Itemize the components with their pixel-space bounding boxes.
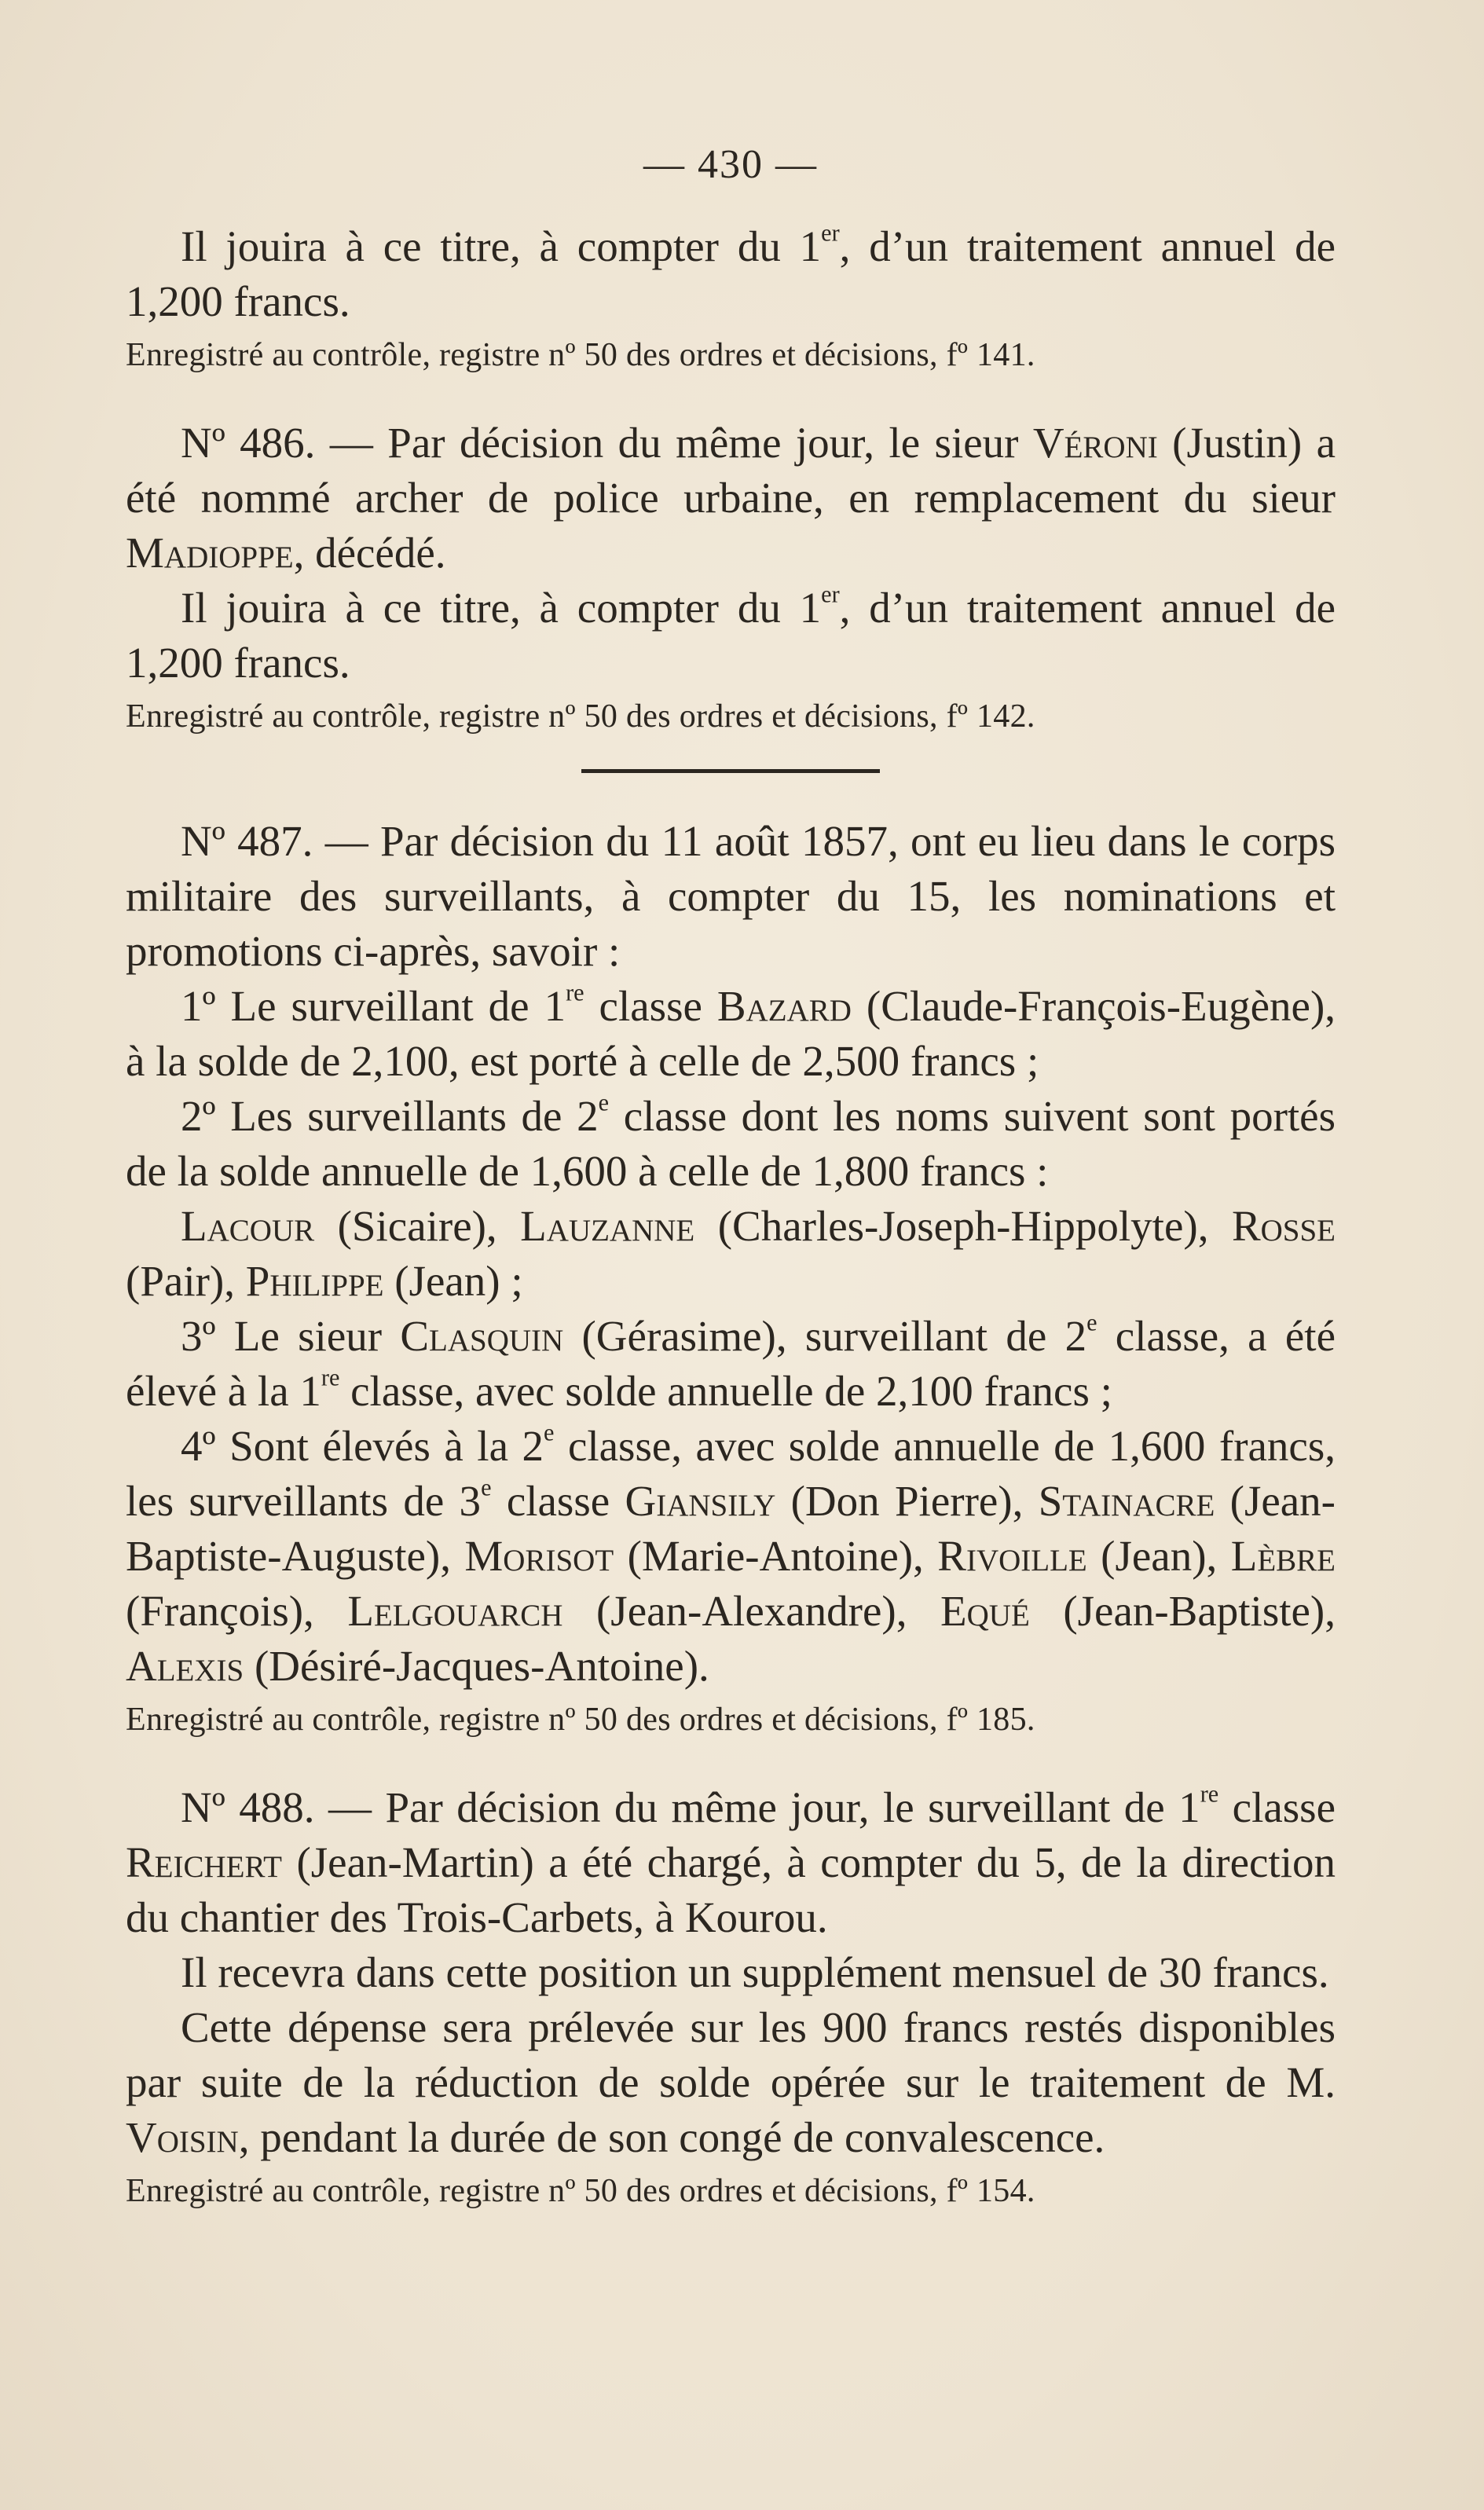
decision-487-item-3 xyxy=(126,1309,1336,1419)
superscript: re xyxy=(566,979,584,1006)
person-name: Giansily xyxy=(625,1477,776,1525)
decision-487-item-4 xyxy=(126,1419,1336,1694)
text-span: classe dont les noms suivent sont portés de la solde annuelle de 1,600 à celle de 1,800 francs : xyxy=(126,1092,1336,1195)
text-span: (Gérasime), surveillant de 2 xyxy=(563,1312,1087,1360)
person-name: Véroni xyxy=(1032,419,1158,467)
person-name: Morisot xyxy=(464,1532,614,1580)
person-name: Equé xyxy=(940,1587,1030,1635)
text-span: 1º Le surveillant de 1 xyxy=(181,982,566,1030)
text-span: , d’un traitement annuel de 1,200 francs. xyxy=(126,584,1336,687)
person-name: Alexis xyxy=(126,1642,244,1690)
decision-488-expense xyxy=(126,2000,1336,2165)
text-span: classe, avec solde annuelle de 1,600 francs, les surveillants de 3 xyxy=(126,1422,1336,1525)
text-span: classe, avec solde annuelle de 2,100 francs ; xyxy=(339,1367,1112,1415)
superscript: er xyxy=(821,219,840,247)
superscript: e xyxy=(481,1474,492,1501)
person-name: Rosse xyxy=(1231,1202,1336,1250)
text-span: (Pair), xyxy=(126,1257,246,1305)
registration-note: Enregistré au contrôle, registre nº 50 des ordres et décisions, fº 142. xyxy=(126,698,1035,735)
person-name: Lacour xyxy=(181,1202,315,1250)
text-span: , décédé. xyxy=(293,529,446,577)
text-span: classe xyxy=(584,982,717,1030)
text-span: 2º Les surveillants de 2 xyxy=(181,1092,599,1140)
text-span: (François), xyxy=(126,1587,348,1635)
text-span: Il jouira à ce titre, à compter du 1 xyxy=(181,584,822,632)
decision-486 xyxy=(126,416,1336,581)
text-span: (Jean), xyxy=(1086,1532,1231,1580)
text-span: (Justin) a été nommé archer de police urbaine, en remplacement du sieur xyxy=(126,419,1336,522)
text-span: classe, a été élevé à la 1 xyxy=(126,1312,1336,1415)
person-name: Bazard xyxy=(716,982,852,1030)
text-span: (Jean-Alexandre), xyxy=(562,1587,941,1635)
text-span: 4º Sont élevés à la 2 xyxy=(181,1422,544,1470)
person-name: Voisin xyxy=(126,2113,239,2161)
person-name: Clasquin xyxy=(400,1312,564,1360)
person-name: Stainacre xyxy=(1038,1477,1215,1525)
decision-487-item-1 xyxy=(126,979,1336,1089)
text-span: (Désiré-Jacques-Antoine). xyxy=(244,1642,709,1690)
person-name: Reichert xyxy=(126,1838,282,1886)
registration-note: Enregistré au contrôle, registre nº 50 des ordres et décisions, fº 141. xyxy=(126,337,1035,373)
person-name: Madioppe xyxy=(126,529,294,577)
text-span: , pendant la durée de son congé de convalescence. xyxy=(238,2113,1105,2161)
paragraph-continuation xyxy=(126,219,1336,329)
decision-486-salary xyxy=(126,581,1336,691)
decision-488-supplement: Il recevra dans cette position un supplément mensuel de 30 francs. xyxy=(181,1948,1329,1996)
text-span: Nº 486. — Par décision du même jour, le sieur xyxy=(181,419,1033,467)
decision-487: Nº 487. — Par décision du 11 août 1857, ont eu lieu dans le corps militaire des surveillants, à compter du 15, les nominations et promotions ci-après, savoir : xyxy=(126,817,1336,975)
text-span: (Charles-Joseph-Hippolyte), xyxy=(694,1202,1232,1250)
decision-487-names-list xyxy=(126,1199,1336,1309)
registration-note: Enregistré au contrôle, registre nº 50 des ordres et décisions, fº 185. xyxy=(126,1702,1035,1738)
text-span: Il jouira à ce titre, à compter du 1 xyxy=(181,222,822,270)
text-span: (Claude-François-Eugène), à la solde de 2,100, est porté à celle de 2,500 francs ; xyxy=(126,982,1336,1085)
text-span: 3º Le sieur xyxy=(181,1312,401,1360)
person-name: Lauzanne xyxy=(520,1202,695,1250)
text-span: (Sicaire), xyxy=(314,1202,521,1250)
text-column xyxy=(126,141,1336,2215)
superscript: e xyxy=(598,1089,610,1116)
superscript: e xyxy=(1086,1309,1097,1336)
text-span: classe xyxy=(491,1477,625,1525)
superscript: re xyxy=(321,1364,340,1391)
section-divider xyxy=(581,769,880,773)
superscript: er xyxy=(821,581,840,608)
text-span: Nº 488. — Par décision du même jour, le surveillant de 1 xyxy=(181,1783,1200,1831)
superscript: re xyxy=(1200,1780,1219,1808)
person-name: Philippe xyxy=(245,1257,384,1305)
person-name: Rivoille xyxy=(937,1532,1087,1580)
text-span: (Jean-Baptiste-Auguste), xyxy=(126,1477,1336,1580)
text-span: , d’un traitement annuel de 1,200 francs. xyxy=(126,222,1336,325)
text-span: classe xyxy=(1218,1783,1336,1831)
text-span: (Don Pierre), xyxy=(775,1477,1039,1525)
registration-note: Enregistré au contrôle, registre nº 50 des ordres et décisions, fº 154. xyxy=(126,2173,1035,2209)
text-span: (Jean-Martin) a été chargé, à compter du 5, de la direction du chantier des Trois-Carbets, à Kourou. xyxy=(126,1838,1336,1941)
page-number: — 430 — xyxy=(643,142,818,187)
text-span: Cette dépense sera prélevée sur les 900 francs restés disponibles par suite de la réduction de solde opérée sur le traitement de M. xyxy=(126,2003,1336,2106)
text-span: (Jean) ; xyxy=(383,1257,523,1305)
superscript: e xyxy=(544,1419,555,1446)
decision-487-item-2 xyxy=(126,1089,1336,1199)
person-name: Lèbre xyxy=(1230,1532,1336,1580)
decision-488 xyxy=(126,1780,1336,1945)
text-span: (Marie-Antoine), xyxy=(614,1532,938,1580)
text-span: (Jean-Baptiste), xyxy=(1029,1587,1336,1635)
person-name: Lelgouarch xyxy=(347,1587,563,1635)
